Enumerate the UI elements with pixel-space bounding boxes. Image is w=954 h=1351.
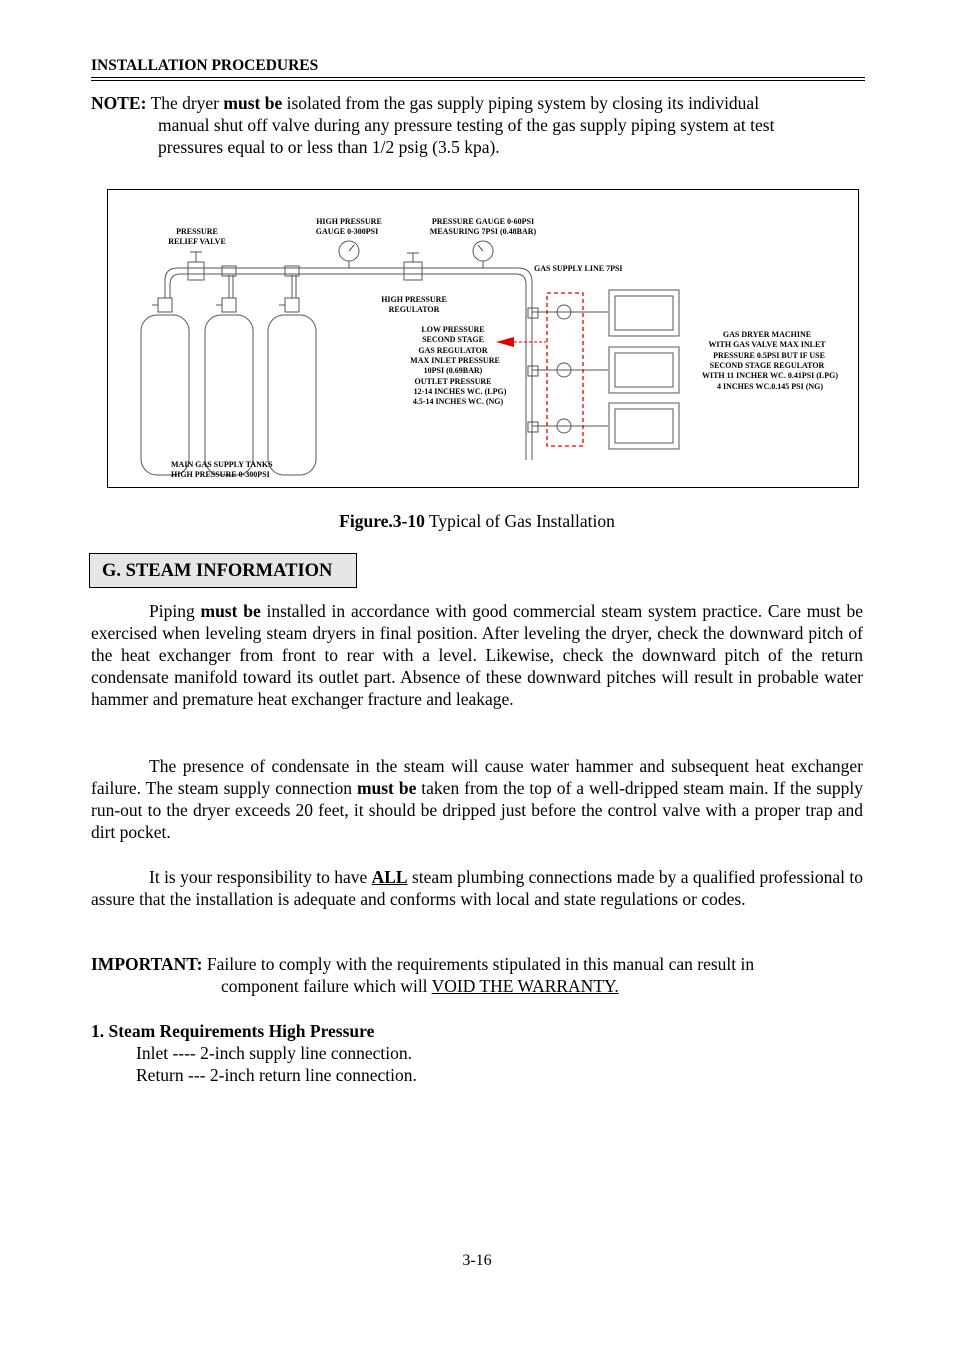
note-emphasis: must be [223,93,283,113]
note-paragraph [91,92,866,158]
label-hp-regulator-2: REGULATOR [388,305,440,314]
page-header-title: INSTALLATION PROCEDURES [91,57,319,74]
label-gauge60-1: PRESSURE GAUGE 0-60PSI [431,217,535,226]
label-hp-regulator-1: HIGH PRESSURE [381,295,447,304]
label-lp-5: 10PSI (0.69BAR) [423,366,483,375]
gas-installation-diagram [108,190,858,487]
note-label: NOTE: [91,93,147,113]
label-tanks-1: MAIN GAS SUPPLY TANKS [171,460,273,469]
important-label: IMPORTANT: [91,954,203,974]
high-pressure-regulator [404,262,422,280]
requirements-inlet: Inlet ---- 2-inch supply line connection. [136,1043,413,1063]
label-dryer-5: WITH 11 INCHER WC. 0.41PSI (LPG) [701,371,839,380]
tank-valve-1 [158,298,172,312]
label-dryer-6: 4 INCHES WC.0.145 PSI (NG) [716,382,824,391]
gas-dryer-1 [609,290,679,336]
para3-emphasis: ALL [371,867,408,887]
steam-paragraph-3 [91,866,863,910]
label-dryer-2: WITH GAS VALVE MAX INLET [708,340,826,349]
label-gauge60-2: MEASURING 7PSI (0.48BAR) [429,227,537,236]
label-lp-4: MAX INLET PRESSURE [410,356,500,365]
important-text-2: component failure which will [221,976,428,996]
header-rule-top [91,77,865,78]
label-pressure-relief-2: RELIEF VALVE [168,237,226,246]
label-high-gauge-1: HIGH PRESSURE [316,217,382,226]
tank-valve-2 [222,298,236,312]
label-dryer-1: GAS DRYER MACHINE [722,330,812,339]
steam-paragraph-1 [91,600,863,710]
note-text-2: isolated from the gas supply piping system by closing its individual [286,93,760,113]
important-warranty: VOID THE WARRANTY. [431,976,619,996]
note-line-3: pressures equal to or less than 1/2 psig (3.5 kpa). [158,137,500,157]
gas-tank-2 [205,315,253,475]
para3-text-1: It is your responsibility to have [149,867,368,887]
label-tanks-2: HIGH PRESSURE 0-300PSI [171,470,270,479]
label-lp-8: 4.5-14 INCHES WC. (NG) [412,397,504,406]
note-line-2: manual shut off valve during any pressure testing of the gas supply piping system at test [158,115,775,135]
para2-text-2: taken from the top of a well-dripped steam main. If the supply run-out to the dryer exceeds 20 feet, it should be dripped just before the control valve with a proper trap and dirt pocket. [91,778,864,842]
pressure-relief-valve [188,262,204,280]
para2-text-1: The presence of condensate in the steam will cause water hammer and subsequent heat exchanger failure. The steam supply connection [91,756,863,798]
para1-text-2: installed in accordance with good commercial steam system practice. Care must be exercised when leveling steam dryers in final position. After leveling the dryer, check the downward pitch of the heat exchanger from front to rear with a level. Likewise, check the downward pitch of the return condensate manifold toward its outlet part. Absence of these downward pitches will result in probable water hammer and premature heat exchanger fracture and leakage. [91,601,864,709]
tank-valve-3 [285,298,299,312]
para1-text-1: Piping [149,601,195,621]
section-heading: G. STEAM INFORMATION [89,553,357,588]
para2-emphasis: must be [356,778,417,798]
label-lp-7: 12-14 INCHES WC. (LPG) [413,387,507,396]
gas-installation-figure [107,189,859,488]
gas-dryer-3 [609,403,679,449]
figure-caption-text: Typical of Gas Installation [424,511,615,531]
para1-emphasis: must be [200,601,261,621]
label-lp-3: GAS REGULATOR [418,346,488,355]
label-high-gauge-2: GAUGE 0-300PSI [315,227,379,236]
label-lp-6: OUTLET PRESSURE [414,377,492,386]
steam-paragraph-2 [91,755,863,843]
gas-dryer-2 [609,347,679,393]
gas-tank-1 [141,315,189,475]
gas-tank-3 [268,315,316,475]
header-rule-bottom [91,80,865,81]
note-text-1: The dryer [150,93,220,113]
steam-requirements [91,1020,863,1086]
label-dryer-3: PRESSURE 0.5PSI BUT IF USE [713,351,825,360]
important-note [91,953,863,997]
regulator-arrow [496,337,514,347]
label-dryer-4: SECOND STAGE REGULATOR [709,361,825,370]
page-number: 3-16 [462,1252,492,1269]
requirements-return: Return --- 2-inch return line connection. [136,1065,417,1085]
label-pressure-relief-1: PRESSURE [176,227,218,236]
label-lp-1: LOW PRESSURE [421,325,485,334]
requirements-title: 1. Steam Requirements High Pressure [91,1021,375,1041]
important-text-1: Failure to comply with the requirements stipulated in this manual can result in [206,954,755,974]
label-supply-line: GAS SUPPLY LINE 7PSI [534,264,623,273]
para3-text-2: steam plumbing connections made by a qualified professional to assure that the installation is adequate and conforms with local and state regulations or codes. [91,867,863,909]
figure-caption [0,511,954,532]
figure-caption-number: Figure.3-10 [339,511,425,531]
label-lp-2: SECOND STAGE [422,335,484,344]
